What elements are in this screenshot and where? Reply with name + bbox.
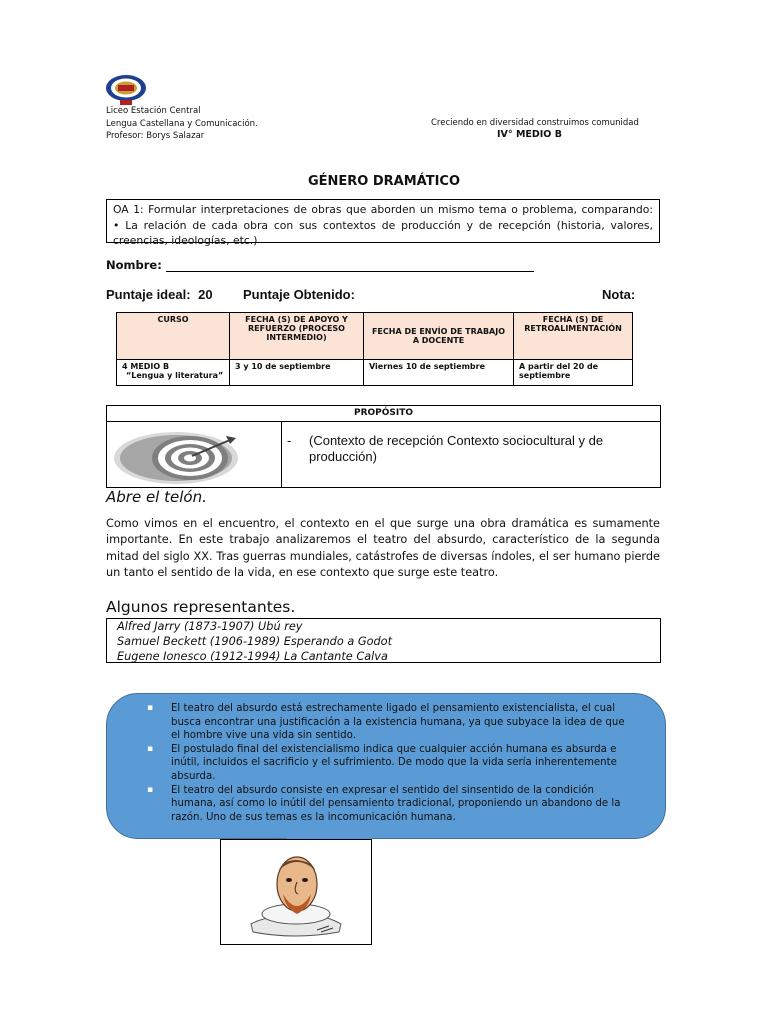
ideal-score-value: 20 xyxy=(198,287,213,302)
purpose-text: (Contexto de recepción Contexto sociocultural y de producción) xyxy=(309,433,604,464)
purpose-dash: - xyxy=(287,433,292,448)
teacher-name: Profesor: Borys Salazar xyxy=(106,131,205,141)
dates-table xyxy=(116,312,633,386)
objective-line-1: OA 1: Formular interpretaciones de obras que aborden un mismo tema o problema, comparando: xyxy=(113,203,653,216)
portrait-box xyxy=(220,839,372,945)
school-name: Liceo Estación Central xyxy=(106,106,201,116)
list-item: Samuel Beckett (1906-1989) Esperando a Godot xyxy=(117,634,393,648)
caricature-portrait-icon xyxy=(243,852,349,938)
obtained-score-label: Puntaje Obtenido: xyxy=(243,287,355,302)
purpose-text-block xyxy=(287,433,652,465)
representatives-title: Algunos representantes. xyxy=(106,598,296,616)
school-logo-icon xyxy=(104,73,148,107)
ideal-score-label: Puntaje ideal: xyxy=(106,287,191,302)
header-left xyxy=(106,105,258,143)
intro-paragraph: Como vimos en el encuentro, el contexto en el que surge una obra dramática es sumamente importante. En este trabajo analizaremos el teatro del absurdo, característico de la segunda mitad del siglo XX. Tras guerras mundiales, catástrofes de diversas índoles, el ser humano pierde un tanto el sentido de la vida, en ese contexto que surge este teatro. xyxy=(106,517,660,579)
grade-score-label: Nota: xyxy=(602,287,636,302)
dates-table-header xyxy=(117,313,633,360)
cell-course-line2: “Lengua y literatura” xyxy=(126,371,224,380)
section-heading-abre: Abre el telón. xyxy=(106,488,207,506)
bubble-list xyxy=(147,702,625,824)
col-support-dates: FECHA (S) DE APOYO Y REFUERZO (PROCESO INTERMEDIO) xyxy=(230,313,364,360)
cell-course-line1: 4 MEDIO B xyxy=(122,362,170,371)
page-title: GÉNERO DRAMÁTICO xyxy=(307,174,461,189)
table-row xyxy=(117,360,633,386)
ideal-score xyxy=(106,287,213,302)
col-feedback-dates: FECHA (S) DE RETROALIMENTACIÓN xyxy=(514,313,633,360)
list-item: Eugene Ionesco (1912-1994) La Cantante Calva xyxy=(117,649,388,663)
purpose-title: PROPÓSITO xyxy=(107,406,660,422)
grade-label: IV° MEDIO B xyxy=(497,129,562,140)
objective-box xyxy=(106,199,660,247)
subject-name: Lengua Castellana y Comunicación. xyxy=(106,118,258,129)
target-icon xyxy=(112,426,242,486)
purpose-box xyxy=(106,405,661,488)
name-label: Nombre: xyxy=(106,258,162,272)
cell-support-dates: 3 y 10 de septiembre xyxy=(230,360,364,386)
col-send-date: FECHA DE ENVÍO DE TRABAJO A DOCENTE xyxy=(364,313,514,360)
representatives-box xyxy=(106,618,661,663)
col-course: CURSO xyxy=(117,313,230,360)
speech-bubble xyxy=(106,693,666,839)
motto: Creciendo en diversidad construimos comunidad xyxy=(431,118,639,128)
bubble-item: ▪ El teatro del absurdo consiste en expresar el sentido del sinsentido de la condición humana, así como lo inútil del pensamiento tradicional, proponiendo un abandono de la razón. Uno de sus temas es la incomunicación humana. xyxy=(147,784,625,825)
bubble-item: ▪ El teatro del absurdo está estrechamente ligado el pensamiento existencialista, el cual busca encontrar una justificación a la existencia humana, ya que subyace la idea de que el hombre vive una vida sin sentido. xyxy=(147,702,625,743)
objective-line-3: creencias, ideologías, etc.) xyxy=(113,234,258,247)
objective-line-2: • La relación de cada obra con sus contextos de producción y de recepción (historia, valores, xyxy=(113,218,653,232)
purpose-divider xyxy=(281,421,282,487)
cell-feedback-dates: A partir del 20 de septiembre xyxy=(514,360,633,386)
cell-course xyxy=(117,360,230,386)
bubble-item: ▪ El postulado final del existencialismo indica que cualquier acción humana es absurda e inútil, incluidos el sacrificio y el sufrimiento. De modo que la vida sería inherentemente absurda. xyxy=(147,743,625,784)
list-item: Alfred Jarry (1873-1907) Ubú rey xyxy=(117,620,303,633)
name-field[interactable] xyxy=(106,258,534,272)
cell-send-date: Viernes 10 de septiembre xyxy=(364,360,514,386)
name-line[interactable] xyxy=(166,260,534,272)
